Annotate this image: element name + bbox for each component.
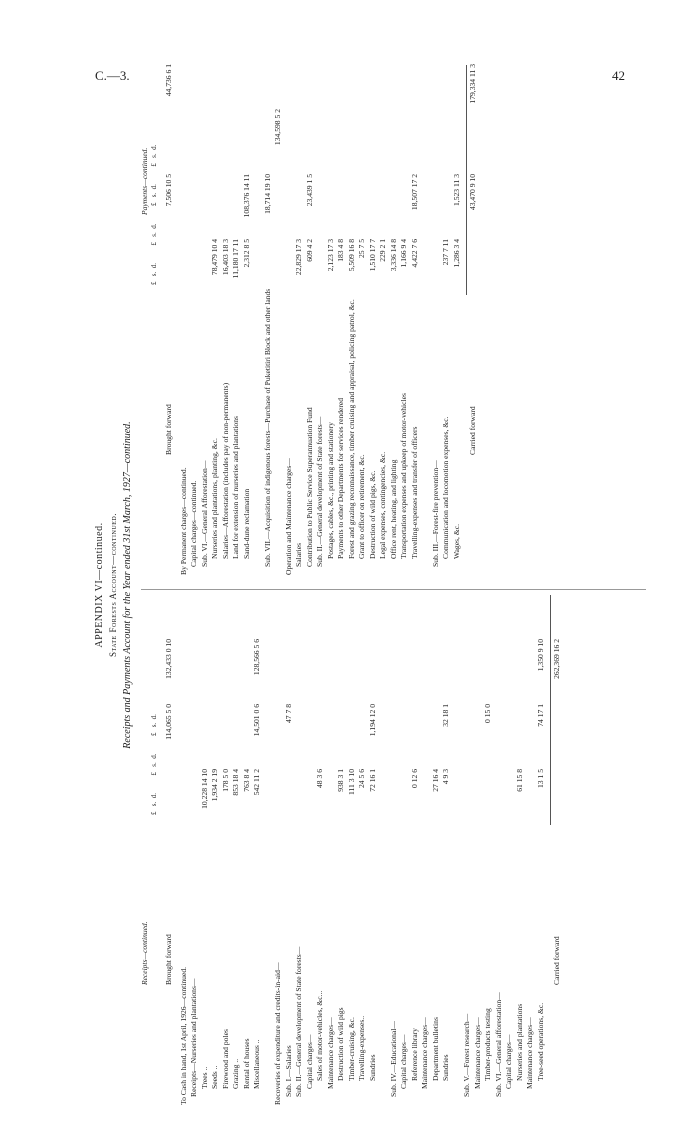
- row-label: Miscellaneous ..: [252, 1039, 261, 1089]
- row-label: Destruction of wild pigs, &c.: [367, 470, 377, 559]
- ledger-row: [201, 65, 210, 575]
- ledger-row: [264, 65, 273, 575]
- amount-c1: 48 3 6: [315, 769, 324, 788]
- payments-column-headings: £ s. d. £ s. d. £ s. d. £ s. d.: [150, 144, 158, 285]
- row-label: Grant to officer on retirement, &c.: [357, 454, 366, 559]
- ledger-row: [190, 595, 199, 1105]
- row-label: Maintenance charges—: [420, 1017, 429, 1089]
- row-label: Sub. VII.—Acquisition of indigenous forests—Purchase of Puketitiri Block and other lands: [262, 288, 272, 567]
- row-label: Transportation expenses and upkeep of motor-vehicles: [399, 393, 408, 559]
- ledger-row: [411, 65, 420, 575]
- amount-c1: 2,312 8 5: [241, 239, 251, 268]
- amount-c2: 7,506 10 5: [164, 174, 173, 207]
- row-label: Seeds ..: [210, 1065, 219, 1089]
- ledger-row: [222, 65, 231, 575]
- row-label: Wages, &c.: [451, 523, 461, 559]
- ledger-row: [358, 595, 367, 1105]
- ledger-row: [274, 65, 283, 575]
- amount-c2: 23,439 1 5: [304, 174, 314, 207]
- row-label: Contribution to Public Service Superannuation Fund: [304, 407, 314, 567]
- amount-c1: 61 15 8: [514, 769, 524, 792]
- row-label: Receipts—Nurseries and plantations—: [189, 978, 198, 1097]
- ledger-row: [553, 595, 562, 1105]
- row-label: Capital charges—: [304, 1034, 314, 1089]
- row-label: Salaries—Afforestation (includes pay of non-permanents): [220, 382, 230, 559]
- ledger-row: [369, 595, 378, 1105]
- ledger-row: [369, 65, 378, 575]
- row-label: Travelling-expenses..: [357, 1015, 366, 1081]
- payments-panel: [141, 65, 651, 575]
- amount-c1: 1,286 3 4: [451, 239, 461, 268]
- amount-c3: 1,350 9 10: [535, 639, 545, 672]
- row-label: Department bulletins: [430, 1017, 440, 1081]
- row-label: Carried forward: [552, 936, 561, 985]
- ledger-row: [442, 595, 451, 1105]
- ledger-row: [306, 65, 315, 575]
- ledger-row: [453, 65, 462, 575]
- amount-c1: 13 1 5: [535, 769, 545, 788]
- row-label: Postages, cables, &c., printing and stationery: [325, 422, 335, 559]
- amount-c2: 1,194 12 0: [367, 704, 377, 737]
- ledger-row: [274, 595, 283, 1105]
- row-label: Rental of houses: [241, 1038, 251, 1089]
- amount-c3: 134,598 5 2: [273, 109, 282, 146]
- row-label: Sub. II.—General development of State forests—: [315, 416, 324, 567]
- amount-c4: 179,334 11 3: [468, 64, 477, 104]
- row-label: Recoveries of expenditure and credits-in-aid—: [273, 962, 282, 1105]
- amount-c2: 43,470 9 10: [468, 174, 477, 211]
- ledger-row: [379, 595, 388, 1105]
- payments-caption: Payments—continued.: [140, 147, 149, 215]
- row-label: Sub. V.—Forest research—: [462, 1013, 471, 1097]
- ledger-row: [295, 595, 304, 1105]
- ledger-row: [453, 595, 462, 1105]
- page-number: 42: [612, 68, 625, 83]
- total-rule: [550, 595, 551, 825]
- amount-c4: 44,736 6 1: [164, 64, 173, 97]
- row-label: Nurseries and plantations: [514, 1003, 524, 1081]
- row-label: Carried forward: [468, 406, 477, 455]
- receipts-caption: Receipts—continued.: [140, 921, 149, 985]
- amount-c1: 853 18 4: [231, 769, 240, 796]
- row-label: Timber-cruising, &c.: [346, 1017, 356, 1081]
- row-label: Timber-products testing: [483, 1008, 492, 1081]
- row-label: To Cash in hand, 1st April, 1926—continued.: [178, 966, 188, 1105]
- ledger-row: [495, 595, 504, 1105]
- amount-c1: 1,510 17 7: [367, 239, 377, 272]
- ledger-row: [295, 65, 304, 575]
- amount-c1: 763 8 4: [241, 769, 251, 792]
- ledger-row: [337, 595, 346, 1105]
- ledger-row: [316, 595, 325, 1105]
- ledger-row: [232, 595, 241, 1105]
- amount-c1: 229 2 1: [378, 239, 387, 262]
- amount-c1: 3,336 14 8: [388, 239, 398, 272]
- ledger-row: [442, 65, 451, 575]
- amount-c2: 14,501 0 6: [252, 704, 261, 737]
- amount-c1: 25 7 5: [357, 239, 366, 258]
- row-label: Sub. II.—General development of State forests—: [294, 946, 303, 1097]
- row-label: Capital charges—: [504, 1034, 513, 1089]
- amount-c1: 237 7 11: [441, 239, 450, 266]
- account-subtitle: Receipts and Payments Account for the Year ended 31st March, 1927—continued.: [122, 421, 133, 749]
- row-label: Capital charges—: [399, 1034, 408, 1089]
- row-label: Capital charges—continued.: [189, 480, 198, 567]
- amount-c1: 178 5 0: [220, 769, 230, 792]
- amount-c2: 18,507 17 2: [409, 174, 419, 211]
- ledger-row: [285, 65, 294, 575]
- ledger-row: [432, 65, 441, 575]
- row-label: By Permanent charges—continued.: [178, 467, 188, 575]
- ledger-row: [390, 65, 399, 575]
- row-label: Travelling-expenses and transfer of officers: [409, 426, 419, 559]
- ledger-table: [95, 65, 655, 1105]
- row-label: Reference library: [409, 1028, 419, 1081]
- row-label: Nurseries and plantations, planting, &c.: [210, 438, 219, 559]
- ledger-row: [421, 65, 430, 575]
- ledger-row: [232, 65, 241, 575]
- amount-c1: 183 4 8: [336, 239, 345, 262]
- ledger-row: [180, 595, 189, 1105]
- ledger-row: [243, 595, 252, 1105]
- ledger-row: [484, 595, 493, 1105]
- ledger-row: [285, 595, 294, 1105]
- ledger-row: [421, 595, 430, 1105]
- row-label: Maintenance charges—: [325, 1017, 335, 1089]
- column-divider: [141, 589, 646, 590]
- ledger-row: [253, 595, 262, 1105]
- amount-c1: 10,228 14 10: [199, 769, 209, 809]
- ledger-row: [474, 595, 483, 1105]
- ledger-row: [327, 65, 336, 575]
- ledger-row: [348, 595, 357, 1105]
- ledger-row: [390, 595, 399, 1105]
- amount-c1: 22,829 17 3: [294, 239, 303, 276]
- amount-c2: 32 18 1: [441, 704, 450, 727]
- amount-c1: 542 11 2: [252, 769, 261, 796]
- amount-c2: 1,523 11 3: [451, 174, 461, 206]
- row-label: Legal expenses, contingencies, &c.: [378, 451, 387, 559]
- ledger-row: [537, 595, 546, 1105]
- account-title: State Forests Account—continued.: [108, 513, 118, 657]
- amount-c1: 4 9 3: [441, 769, 450, 785]
- ledger-row: [306, 595, 315, 1105]
- amount-c1: 27 16 4: [430, 769, 440, 792]
- ledger-row: [316, 65, 325, 575]
- amount-c2: 0 15 0: [483, 704, 492, 723]
- ledger-row: [400, 595, 409, 1105]
- ledger-row: [327, 595, 336, 1105]
- amount-c2: 74 17 1: [535, 704, 545, 727]
- amount-c1: 0 12 6: [409, 769, 419, 788]
- amount-c1: 5,509 16 8: [346, 239, 356, 272]
- report-code: C.—3.: [95, 68, 130, 83]
- amount-c1: 609 4 2: [304, 239, 314, 262]
- amount-c3: 132,433 0 10: [164, 639, 173, 679]
- row-label: Salaries: [294, 542, 303, 567]
- ledger-row: [469, 65, 478, 575]
- row-label: Sub. IV.—Educational—: [388, 1021, 398, 1097]
- appendix-title: APPENDIX VI—continued.: [94, 522, 105, 648]
- row-label: Firewood and poles: [220, 1029, 230, 1089]
- row-label: Operation and Maintenance charges—: [283, 458, 293, 575]
- row-label: Communication and locomotion expenses, &c.: [441, 416, 450, 559]
- ledger-row: [180, 65, 189, 575]
- row-label: Maintenance charges—: [525, 1017, 534, 1089]
- ledger-row: [516, 595, 525, 1105]
- ledger-row: [337, 65, 346, 575]
- total-rule: [466, 65, 467, 295]
- amount-c2: 47 7 8: [283, 704, 293, 723]
- ledger-row: [211, 65, 220, 575]
- row-label: Trees ..: [199, 1066, 209, 1089]
- amount-c1: 24 5 6: [357, 769, 366, 788]
- row-label: Brought forward: [164, 404, 173, 455]
- ledger-row: [432, 595, 441, 1105]
- row-label: Sub. I.—Salaries: [283, 1045, 293, 1097]
- row-label: Forest and grazing reconnaissance, timber cruising and appraisal, policing patrol, &c.: [346, 299, 356, 559]
- amount-c1: 72 16 1: [367, 769, 377, 792]
- ledger-row: [211, 595, 220, 1105]
- row-label: Brought forward: [164, 934, 173, 985]
- row-label: Maintenance charges—: [472, 1017, 482, 1089]
- ledger-row: [253, 65, 262, 575]
- row-label: Destruction of wild pigs: [336, 1007, 345, 1081]
- ledger-row: [526, 595, 535, 1105]
- row-label: Sub. VI.—General afforestation—: [493, 992, 503, 1097]
- ledger-row: [348, 65, 357, 575]
- ledger-row: [358, 65, 367, 575]
- ledger-row: [190, 65, 199, 575]
- ledger-row: [201, 595, 210, 1105]
- ledger-row: [379, 65, 388, 575]
- ledger-row: [264, 595, 273, 1105]
- ledger-row: [505, 595, 514, 1105]
- ledger-row: [411, 595, 420, 1105]
- amount-c3: 128,566 5 6: [252, 639, 261, 676]
- amount-c1: 1,166 9 4: [399, 239, 408, 268]
- amount-c1: 11,180 17 11: [231, 239, 240, 279]
- ledger-row: [165, 595, 174, 1105]
- row-label: Tree-seed operations, &c.: [535, 1002, 545, 1081]
- row-label: Sundries: [367, 1054, 377, 1081]
- row-label: Sales of motor-vehicles, &c...: [315, 990, 324, 1081]
- row-label: Sand-dune reclamation: [241, 488, 251, 559]
- ledger-row: [165, 65, 174, 575]
- row-label: Payments to other Departments for services rendered: [336, 397, 345, 559]
- amount-c1: 2,123 17 3: [325, 239, 335, 272]
- amount-c2: 108,376 14 11: [241, 174, 251, 218]
- amount-c2: 114,065 5 0: [164, 704, 173, 740]
- amount-c3: 262,369 16 2: [552, 639, 561, 679]
- amount-c1: 111 3 10: [346, 769, 356, 796]
- row-label: Sub. VI.—General Afforestation—: [199, 460, 209, 567]
- ledger-row: [222, 595, 231, 1105]
- amount-c1: 4,422 7 6: [409, 239, 419, 268]
- amount-c1: 78,479 10 4: [210, 239, 219, 276]
- row-label: Grazing ..: [231, 1058, 240, 1089]
- amount-c1: 938 3 1: [336, 769, 345, 792]
- row-label: Land for extension of nurseries and plantations: [231, 416, 240, 559]
- ledger-row: [463, 595, 472, 1105]
- amount-c1: 16,403 18 3: [220, 239, 230, 276]
- row-label: Sundries: [441, 1054, 450, 1081]
- ledger-row: [400, 65, 409, 575]
- amount-c1: 1,934 2 19: [210, 769, 219, 802]
- row-label: Sub. III.—Forest-fire prevention—: [430, 460, 440, 567]
- receipts-column-headings: £ s. d. £ s. d. £ s. d.: [150, 714, 158, 815]
- row-label: Office rent, heating, and lighting: [388, 459, 398, 559]
- ledger-row: [243, 65, 252, 575]
- amount-c2: 18,714 19 10: [262, 174, 272, 214]
- receipts-panel: [141, 595, 651, 1105]
